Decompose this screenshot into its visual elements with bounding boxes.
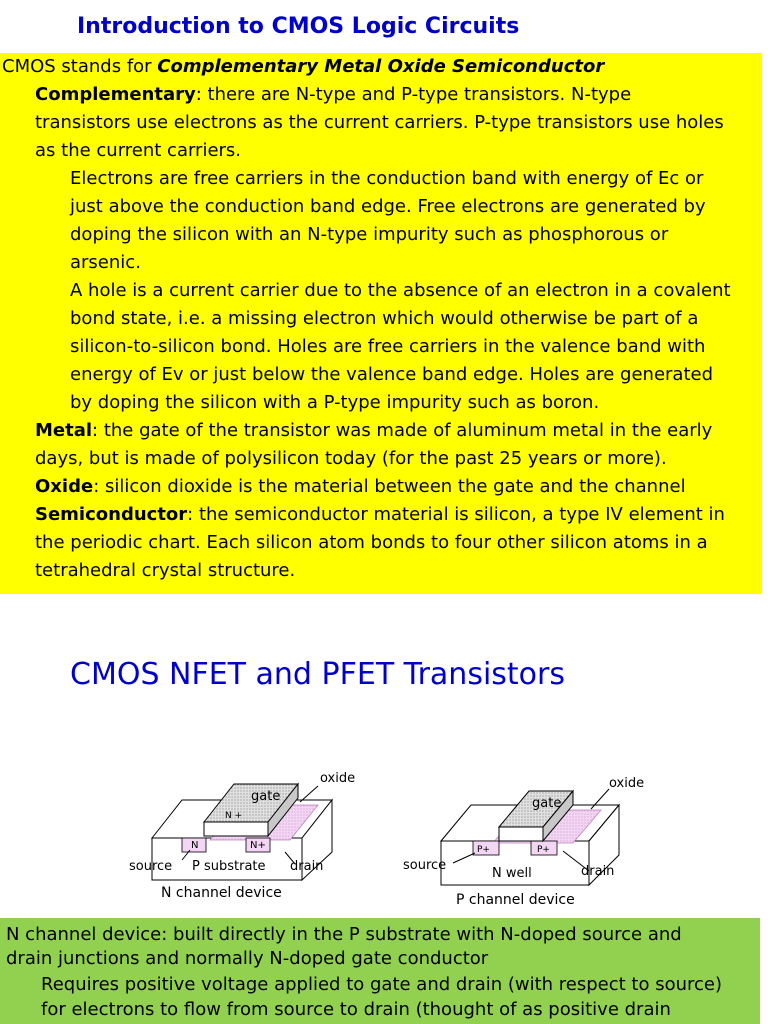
nchannel-line-3: Requires positive voltage applied to gate and drain (with respect to source) [41, 974, 723, 995]
holes-line-4: energy of Ev or just below the valence band edge. Holes are generated [70, 364, 714, 385]
electrons-line-3: doping the silicon with an N-type impurity such as phosphorous or [70, 224, 669, 245]
nfet-caption: N channel device [161, 885, 282, 901]
cmos-expansion: Complementary Metal Oxide Semiconductor [157, 56, 605, 77]
nfet-gate-doping-label: N + [225, 811, 243, 821]
electrons-line-1: Electrons are free carriers in the conduction band with energy of Ec or [70, 168, 704, 189]
metal-line-2: days, but is made of polysilicon today (for the past 25 years or more). [35, 448, 667, 469]
nchannel-line-1: N channel device: built directly in the P substrate with N-doped source and [6, 924, 682, 945]
cmos-prefix: CMOS stands for [2, 56, 158, 77]
metal-term: Metal [35, 420, 93, 441]
complementary-line-2: transistors use electrons as the current carriers. P-type transistors use holes [35, 112, 724, 133]
holes-line-2: bond state, i.e. a missing electron which would otherwise be part of a [70, 308, 699, 329]
nfet-source-label: source [129, 859, 173, 874]
pfet-p-left-label: P+ [477, 845, 490, 855]
complementary-line-3: as the current carriers. [35, 140, 242, 161]
semiconductor-line-2: the periodic chart. Each silicon atom bonds to four other silicon atoms in a [35, 532, 708, 553]
pfet-drain-label: drain [581, 864, 615, 879]
nchannel-line-4: for electrons to flow from source to drain (thought of as positive drain [41, 999, 671, 1020]
electrons-line-4: arsenic. [70, 252, 141, 273]
pfet-gate-label: gate [532, 796, 562, 811]
semiconductor-line-3: tetrahedral crystal structure. [35, 560, 296, 581]
semiconductor-term: Semiconductor [35, 504, 188, 525]
oxide-text: : silicon dioxide is the material between the gate and the channel [93, 476, 686, 497]
page-title: Introduction to CMOS Logic Circuits [77, 14, 520, 39]
pfet-p-right-label: P+ [537, 845, 550, 855]
semiconductor-line-1 [35, 501, 725, 529]
holes-line-1: A hole is a current carrier due to the absence of an electron in a covalent [70, 280, 731, 301]
nfet-drain-label: drain [290, 859, 324, 874]
complementary-text-1: : there are N-type and P-type transistors. N-type [195, 84, 632, 105]
metal-line-1 [35, 417, 712, 445]
metal-text-1: : the gate of the transistor was made of aluminum metal in the early [92, 420, 713, 441]
nfet-gate-front [204, 822, 268, 836]
nfet-diagram [120, 760, 370, 910]
section-title: CMOS NFET and PFET Transistors [70, 657, 565, 692]
pfet-oxide-label: oxide [609, 776, 645, 791]
pfet-caption: P channel device [456, 892, 575, 908]
pfet-gate-front [499, 827, 543, 841]
nfet-substrate-label: P substrate [192, 859, 266, 874]
nfet-gate-label: gate [251, 789, 281, 804]
holes-line-3: silicon-to-silicon bond. Holes are free carriers in the valence band with [70, 336, 706, 357]
pfet-well-label: N well [492, 866, 532, 881]
pfet-diagram [395, 765, 660, 915]
nfet-n-right-label: N+ [250, 840, 266, 851]
complementary-line-1 [35, 81, 631, 109]
semiconductor-text-1: : the semiconductor material is silicon, a type IV element in [187, 504, 725, 525]
nfet-oxide-label: oxide [320, 771, 356, 786]
electrons-line-2: just above the conduction band edge. Free electrons are generated by [70, 196, 706, 217]
oxide-line [35, 473, 686, 501]
holes-line-5: by doping the silicon with a P-type impurity such as boron. [70, 392, 600, 413]
cmos-definition-line [2, 53, 604, 81]
nfet-n-left-label: N [191, 840, 199, 851]
pfet-source-label: source [403, 858, 447, 873]
nchannel-line-2: drain junctions and normally N-doped gate conductor [6, 948, 489, 969]
oxide-term: Oxide [35, 476, 94, 497]
complementary-term: Complementary [35, 84, 196, 105]
